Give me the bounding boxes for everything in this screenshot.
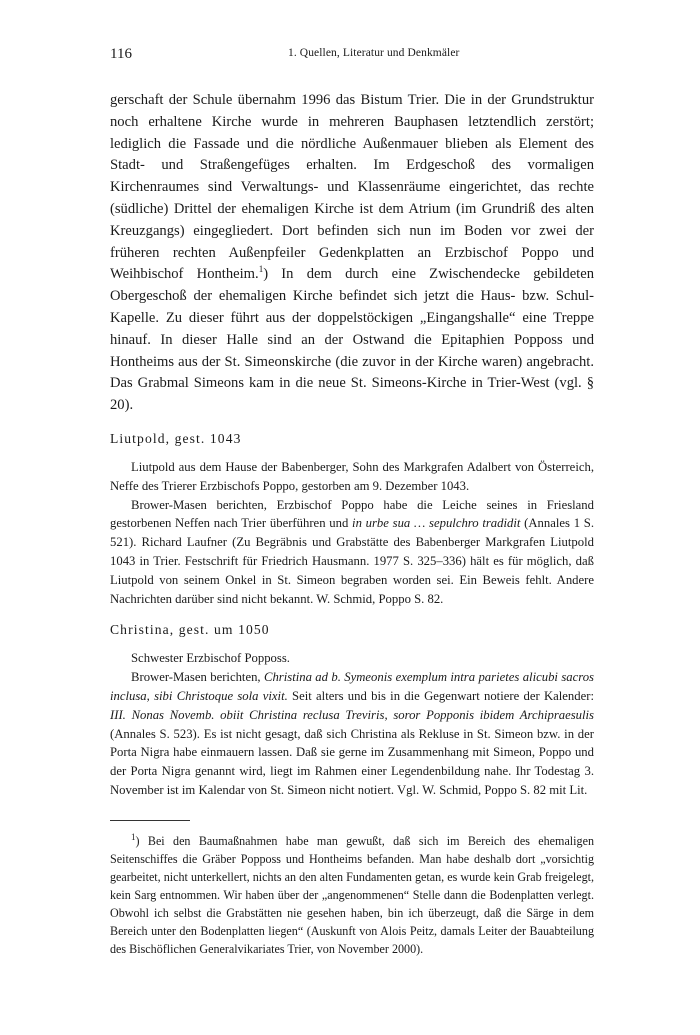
intro-text-1: gerschaft der Schule übernahm 1996 das Bistum Trier. Die in der Grundstruktur noch erhaltene Kirche wurde in mehreren Bauphasen letztendlich zerstört; lediglich die Fassade und die nördliche Außenmauer blieben als Element des Stadt- und Straßengefüges erhalten. Im Erdgeschoß des vormaligen Kirchenraumes sind Verwaltungs- und Klassenräume eingerichtet, das rechte (südliche) Drittel der ehemaligen Kirche ist dem Atrium (im Grundriß des alten Kreuzgangs) eingegliedert. Dort befinden sich nun im Boden vor zwei der früheren rechten Außenpfeiler Gedenkplatten an Erzbischof Poppo und Weihbischof Hontheim. (110, 92, 594, 283)
liutpold-text-a: Brower-Masen berichten, Erzbischof Poppo habe die Leiche seines in Friesland gestorbenen Neffen nach Trier überführen und (110, 497, 594, 531)
entry-christina (110, 622, 594, 799)
footnote-divider (110, 820, 190, 821)
entry-liutpold (110, 431, 594, 608)
footnote-reference: 1 (258, 264, 264, 275)
liutpold-text-b: (Annales 1 S. 521). Richard Laufner (Zu Begräbnis und Grabstätte des Babenberger Markgrafen Liutpold 1043 in Trier. Festschrift für Friedrich Hausmann. 1977 S. 325–336) hält es für möglich, daß Liutpold von seinem Onkel in St. Simeon begraben worden sei. Ein Beweis fehlt. Andere Nachrichten darüber sind nicht bekannt. W. Schmid, Poppo S. 82. (110, 516, 595, 606)
page-header (110, 46, 594, 68)
christina-paragraph-2 (110, 668, 594, 800)
christina-text-b: Seit alters und bis in die Gegenwart notiere der Kalender: (287, 688, 594, 703)
intro-paragraph (110, 90, 594, 417)
book-page (110, 46, 594, 958)
christina-latin-quote-2: III. Nonas Novemb. obiit Christina reclusa Treviris, soror Popponis ibidem Archipraesulis (110, 707, 594, 722)
footnote-text: ) Bei den Baumaßnahmen habe man gewußt, daß sich im Bereich des ehemaligen Seitenschiffes die Gräber Popposs und Hontheims befanden. Man habe deshalb dort „vorsichtig gearbeitet, nicht unterkellert, nichts an den alten Fundamenten getan, es wurde kein Grab freigelegt, kein Sarg entnommen. Wir haben über der „angenommenen“ Stelle dann die Bodenplatten verlegt. Obwohl ich selbst die Grabstätten nie gesehen haben, bin ich überzeugt, daß die Särge in dem Bereich unter den Bodenplatten liegen“ (Auskunft von Alois Peitz, damals Leiter der Bauabteilung des Bischöflichen Generalvikariates Trier, von November 2000). (110, 833, 594, 956)
christina-paragraph-1: Schwester Erzbischof Popposs. (131, 651, 290, 666)
footnote-mark: 1 (131, 831, 136, 842)
liutpold-paragraph-2 (110, 496, 594, 609)
page-number: 116 (110, 46, 132, 62)
entry-heading-liutpold: Liutpold, gest. 1043 (110, 430, 242, 446)
intro-text-2: ) In dem durch eine Zwischendecke gebildeten Obergeschoß der ehemaligen Kirche befindet sich jetzt die Haus- bzw. Schul-Kapelle. Zu dieser führt aus der doppelstöckigen „Eingangshalle“ eine Treppe hinauf. In dieser Halle sind an der Ostwand die Epitaphien Popposs und Hontheims aus der St. Simeonskirche (die zuvor in der Kirche waren) angebracht. Das Grabmal Simeons kam in die neue St. Simeons-Kirche in Trier-West (vgl. § 20). (110, 266, 594, 414)
footnote (110, 832, 594, 958)
christina-text-a: Brower-Masen berichten, (131, 670, 264, 685)
liutpold-latin-quote: in urbe sua … sepulchro tradidit (352, 516, 521, 531)
liutpold-paragraph-1: Liutpold aus dem Hause der Babenberger, Sohn des Markgrafen Adalbert von Österreich, Neffe des Trierer Erzbischofs Poppo, gestorben am 9. Dezember 1043. (110, 459, 594, 493)
christina-text-c: (Annales S. 523). Es ist nicht gesagt, daß sich Christina als Rekluse in St. Simeon bzw. in der Porta Nigra habe einmauern lassen. Daß sie gerne im Zusammenhang mit Simeon, Poppo und der Porta Nigra genannt wird, liegt im Rahmen einer Legendenbildung nahe. Ihr Todestag 3. November ist im Kalendar von St. Simeon nicht notiert. Vgl. W. Schmid, Poppo S. 82 mit Lit. (110, 726, 594, 797)
entry-heading-christina: Christina, gest. um 1050 (110, 622, 270, 638)
running-title: 1. Quellen, Literatur und Denkmäler (288, 47, 460, 59)
christina-latin-quote-1: Christina ad b. Symeonis exemplum intra parietes alicubi sacros inclusa, sibi Christoque sola vixit. (110, 670, 594, 703)
